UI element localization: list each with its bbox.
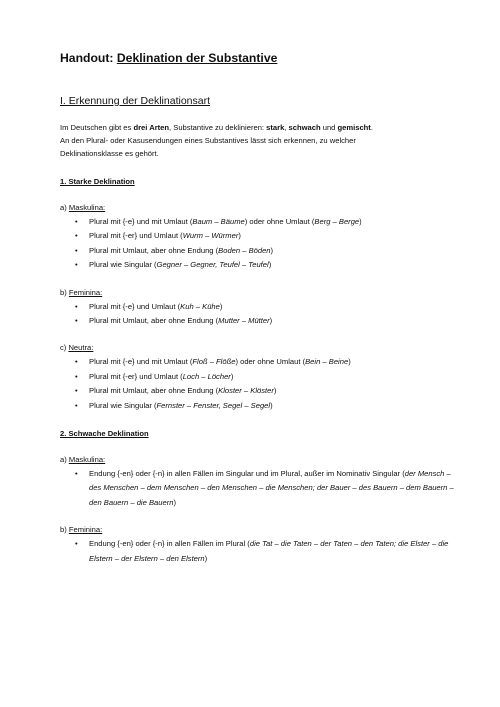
group-label-text: Maskulina: [68, 455, 106, 465]
item-example: Floß – Flöße [192, 357, 236, 367]
list-item [60, 229, 460, 243]
bullet-icon: • [75, 260, 78, 270]
list-item [60, 467, 460, 510]
bullet-icon: • [75, 386, 78, 396]
strong-masculine-list [60, 215, 460, 273]
bullet-icon: • [75, 231, 78, 241]
document-title [60, 46, 460, 70]
item-example: Fernster – Fenster, Segel – Segel [156, 400, 271, 410]
intro-bold-stark: stark [266, 123, 285, 132]
group-label-text: Feminina: [68, 525, 103, 535]
group-label-weak-feminine [60, 523, 460, 536]
weak-masculine-list [60, 467, 460, 510]
bullet-icon: • [75, 400, 78, 410]
item-text: Plural mit Umlaut, aber ohne Endung ( [89, 245, 219, 255]
document-page [60, 46, 460, 566]
item-text: ) [273, 386, 277, 396]
item-text: ) [270, 245, 274, 255]
item-text: Plural wie Singular ( [89, 260, 157, 270]
bullet-icon: • [75, 539, 78, 549]
group-prefix: b) [60, 287, 69, 297]
item-text: Plural mit {-er} und Umlaut ( [89, 371, 183, 381]
group-prefix: b) [60, 525, 69, 535]
item-text: Plural mit {-er} und Umlaut ( [89, 231, 183, 241]
list-item [60, 399, 460, 413]
group-prefix: a) [60, 203, 69, 212]
item-text: Plural mit Umlaut, aber ohne Endung ( [89, 386, 219, 396]
group-label-strong-feminine [60, 286, 460, 299]
intro-text: Im Deutschen gibt es [60, 123, 134, 132]
group-label-strong-masculine [60, 201, 460, 214]
strong-neuter-list [60, 355, 460, 413]
subsection-weak-heading: 2. Schwache Deklination [60, 429, 149, 439]
bullet-icon: • [75, 301, 78, 311]
item-text: Plural mit Umlaut, aber ohne Endung ( [89, 316, 219, 326]
item-example: Gegner – Gegner, Teufel – Teufel [156, 260, 269, 270]
group-prefix: c) [60, 343, 69, 353]
item-example: Wurm – Würmer [182, 231, 239, 241]
list-item [60, 384, 460, 398]
title-prefix: Handout: [60, 51, 117, 65]
title-main: Deklination der Substantive [116, 51, 278, 65]
item-text: Plural mit {-e} und mit Umlaut ( [89, 217, 193, 226]
item-text: ) [359, 217, 362, 226]
item-example: die Tat – die Taten – der Taten – den Taten; die Elster – die Elstern – der Elstern – den Elstern [89, 539, 449, 563]
bullet-icon: • [75, 469, 78, 479]
item-text: ) [270, 400, 273, 410]
list-item [60, 258, 460, 272]
strong-feminine-list [60, 300, 460, 329]
intro-bold-drei-arten: drei Arten [133, 123, 170, 132]
group-label-strong-neuter [60, 341, 460, 354]
list-item [60, 244, 460, 258]
group-label-text: Feminina: [68, 287, 103, 297]
item-text: ) [238, 231, 241, 241]
intro-text: , Substantive zu deklinieren: [169, 123, 267, 132]
item-text: ) [268, 260, 272, 270]
item-text: Plural wie Singular ( [89, 400, 157, 410]
bullet-icon: • [75, 217, 78, 226]
list-item [60, 355, 460, 369]
item-text: Plural mit {-e} und mit Umlaut ( [89, 357, 193, 367]
group-label-text: Maskulina: [68, 203, 106, 212]
item-text: ) [173, 497, 176, 507]
list-item [60, 314, 460, 328]
intro-text: und [320, 123, 338, 132]
item-text: Endung {-en} oder {-n} in allen Fällen im Plural ( [89, 539, 250, 549]
item-example: Mutter – Mütter [218, 316, 270, 326]
list-item [60, 300, 460, 314]
item-example: Loch – Löcher [182, 371, 231, 381]
intro-paragraph [60, 121, 460, 160]
bullet-icon: • [75, 371, 78, 381]
item-example: Baum – Bäume [192, 217, 245, 226]
list-item [60, 215, 460, 229]
bullet-icon: • [75, 316, 78, 326]
item-example: der Mensch – des Menschen – dem Menschen – den Menschen – die Menschen; der Bauer – des Bauern – dem Bauern – den Bauern – die Bauern [89, 469, 454, 507]
item-text: ) oder ohne Umlaut ( [235, 357, 306, 367]
item-example: Berg – Berge [314, 217, 360, 226]
item-text: ) [204, 553, 208, 563]
group-label-weak-masculine [60, 453, 460, 466]
item-example: Bein – Beine [305, 357, 349, 367]
group-label-text: Neutra: [68, 343, 94, 353]
intro-line-2: An den Plural- oder Kasusendungen eines Substantives lässt sich erkennen, zu welcher [60, 136, 356, 145]
bullet-icon: • [75, 245, 78, 255]
intro-line-3: Deklinationsklasse es gehört. [60, 149, 159, 158]
item-text: ) [348, 357, 351, 367]
list-item [60, 537, 460, 566]
weak-feminine-list [60, 537, 460, 566]
item-example: Kuh – Kühe [180, 301, 220, 311]
item-text: ) [219, 301, 223, 311]
subsection-strong-heading: 1. Starke Deklination [60, 177, 135, 186]
list-item [60, 370, 460, 384]
intro-text: , [284, 123, 289, 132]
bullet-icon: • [75, 357, 78, 367]
item-example: Kloster – Klöster [218, 386, 274, 396]
item-text: Endung {-en} oder {-n} in allen Fällen im Singular und im Plural, außer im Nominativ Singular ( [89, 469, 405, 479]
intro-bold-schwach: schwach [288, 123, 321, 132]
intro-bold-gemischt: gemischt [337, 123, 371, 132]
item-example: Boden – Böden [218, 245, 271, 255]
item-text: ) [230, 371, 234, 381]
section-heading: I. Erkennung der Deklinationsart [60, 95, 210, 107]
item-text: ) [269, 316, 273, 326]
intro-text: . [370, 123, 373, 132]
group-prefix: a) [60, 455, 69, 465]
item-text: ) oder ohne Umlaut ( [244, 217, 315, 226]
item-text: Plural mit {-e} und Umlaut ( [89, 301, 181, 311]
